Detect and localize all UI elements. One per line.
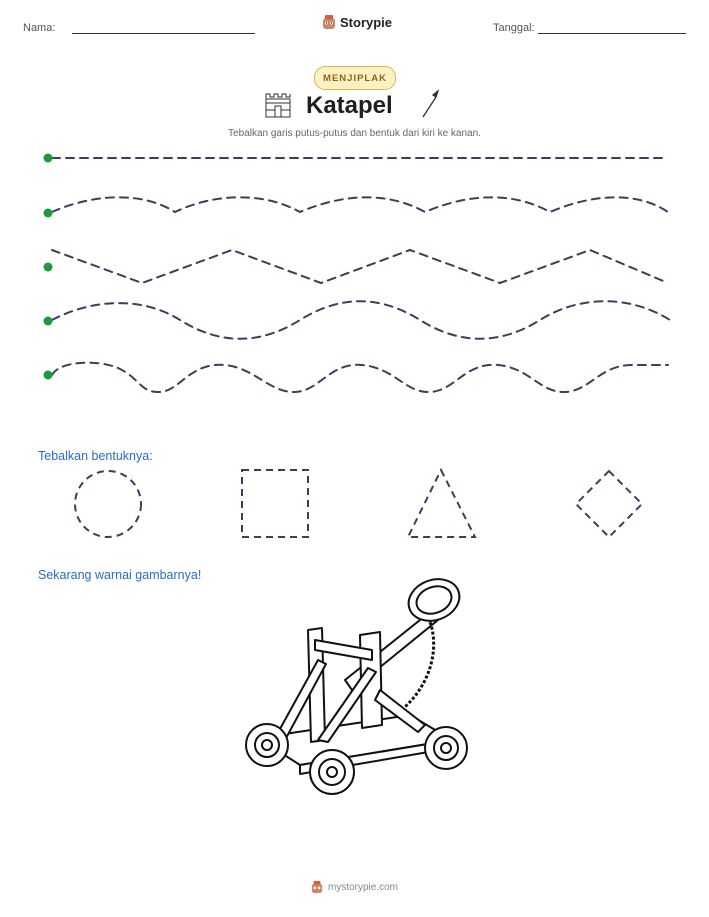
tracing-badge: MENJIPLAK <box>314 66 396 90</box>
footer <box>0 880 709 894</box>
worksheet-title: Katapel <box>306 92 393 119</box>
instruction-text: Tebalkan garis putus-putus dan bentuk dari kiri ke kanan. <box>228 128 481 139</box>
footer-url[interactable]: mystorypie.com <box>327 881 398 893</box>
date-label: Tanggal: <box>493 22 535 34</box>
coloring-label: Sekarang warnai gambarnya! <box>38 568 202 582</box>
brand-name: Storypie <box>340 14 393 30</box>
shapes-label: Tebalkan bentuknya: <box>38 449 153 463</box>
name-label: Nama: <box>23 22 56 34</box>
storypie-footer-icon <box>311 880 323 894</box>
